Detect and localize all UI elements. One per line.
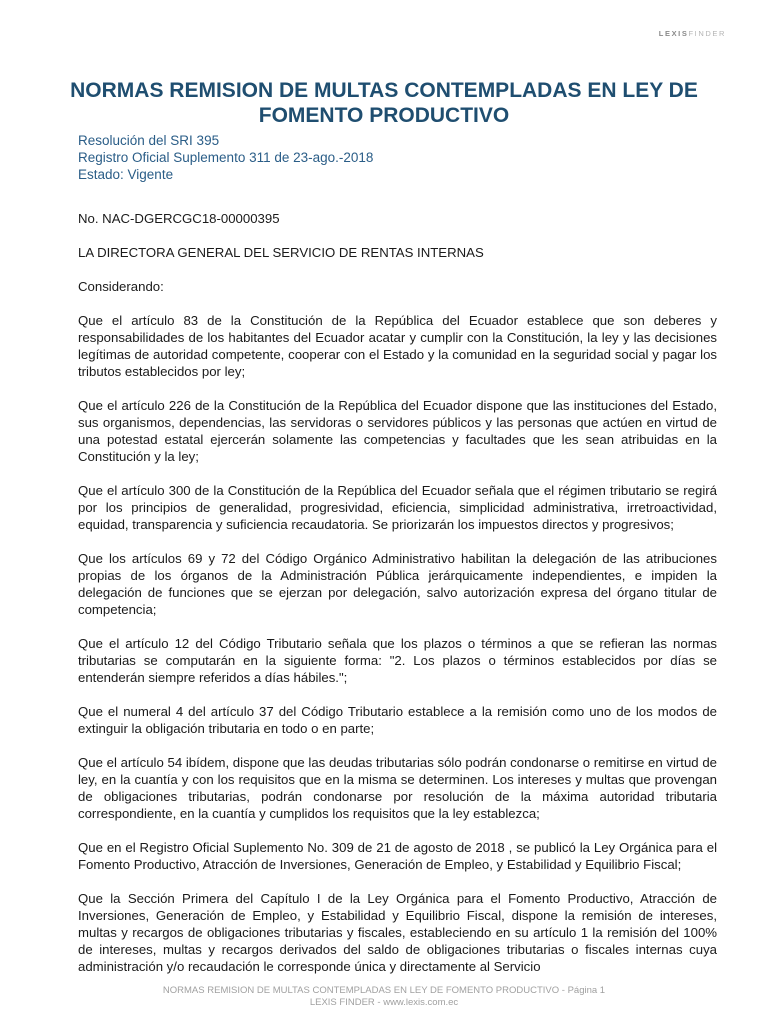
lexis-finder-logo [659, 29, 726, 38]
document-meta [78, 132, 373, 183]
resolution-number: No. NAC-DGERCGC18-00000395 [78, 211, 280, 226]
document-title: NORMAS REMISION DE MULTAS CONTEMPLADAS EN LEY DE FOMENTO PRODUCTIVO [70, 79, 698, 127]
meta-resolution: Resolución del SRI 395 [78, 133, 220, 148]
considerando-paragraph: Que el artículo 83 de la Constitución de la República del Ecuador establece que son deberes y responsabilidades de los habitantes del Ecuador acatar y cumplir con la Constitución, la ley y las decisiones legítimas de autoridad competente, cooperar con el Estado y la comunidad en la seguridad social y pagar los tributos establecidos por ley; [78, 313, 717, 379]
document-body [78, 210, 717, 992]
considerando-paragraph: Que los artículos 69 y 72 del Código Orgánico Administrativo habilitan la delegación de las atribuciones propias de los órganos de la Administración Pública jerárquicamente independientes, e impiden la delegación de funciones que se ejerzan por delegación, salvo autorización expresa del órgano titular de competencia; [78, 551, 717, 617]
logo-light-text: FINDER [688, 29, 726, 38]
footer-page-line: NORMAS REMISION DE MULTAS CONTEMPLADAS EN LEY DE FOMENTO PRODUCTIVO - Página 1 [162, 985, 606, 996]
considerando-paragraph: Que la Sección Primera del Capítulo I de la Ley Orgánica para el Fomento Productivo, Atracción de Inversiones, Generación de Empleo, y Estabilidad y Equilibrio Fiscal, dispone la remisión de intereses, multas y recargos de obligaciones tributarias y fiscales, estableciendo en su artículo 1 la remisión del 100% de intereses, multas y recargos derivados del saldo de obligaciones tributarias o fiscales internas cuya administración y/o recaudación le corresponde única y directamente al Servicio [78, 891, 717, 974]
considerando-heading: Considerando: [78, 279, 164, 294]
considerando-paragraph: Que el artículo 12 del Código Tributario señala que los plazos o términos a que se refieran las normas tributarias se computarán en la siguiente forma: "2. Los plazos o términos establecidos por días se entenderán siempre referidos a días hábiles."; [78, 636, 717, 685]
considerando-paragraph: Que el artículo 226 de la Constitución de la República del Ecuador dispone que las instituciones del Estado, sus organismos, dependencias, las servidoras o servidores públicos y las personas que actúen en virtud de una potestad estatal ejercerán solamente las competencias y facultades que les sean atribuidas en la Constitución y la ley; [78, 398, 717, 464]
considerando-paragraph: Que el artículo 300 de la Constitución de la República del Ecuador señala que el régimen tributario se regirá por los principios de generalidad, progresividad, eficiencia, simplicidad administrativa, irretroactividad, equidad, transparencia y suficiencia recaudatoria. Se priorizarán los impuestos directos y progresivos; [78, 483, 717, 532]
meta-registro-oficial: Registro Oficial Suplemento 311 de 23-ago.-2018 [78, 150, 374, 165]
meta-estado: Estado: Vigente [78, 167, 174, 182]
considerando-paragraph: Que en el Registro Oficial Suplemento No. 309 de 21 de agosto de 2018 , se publicó la Ley Orgánica para el Fomento Productivo, Atracción de Inversiones, Generación de Empleo, y Estabilidad y Equilibrio Fiscal; [78, 840, 717, 872]
footer-site-line: LEXIS FINDER - www.lexis.com.ec [309, 996, 459, 1008]
issuer-line: LA DIRECTORA GENERAL DEL SERVICIO DE RENTAS INTERNAS [78, 245, 484, 260]
considerando-paragraph: Que el numeral 4 del artículo 37 del Código Tributario establece a la remisión como uno de los modos de extinguir la obligación tributaria en todo o en parte; [78, 704, 717, 736]
considerando-paragraph: Que el artículo 54 ibídem, dispone que las deudas tributarias sólo podrán condonarse o remitirse en virtud de ley, en la cuantía y con los requisitos que en la misma se determinen. Los intereses y multas que provengan de obligaciones tributarias, podrán condonarse por resolución de la máxima autoridad tributaria correspondiente, en la cuantía y cumplidos los requisitos que la ley establezca; [78, 755, 717, 821]
page-footer [0, 985, 768, 1008]
logo-strong-text: LEXIS [658, 29, 689, 38]
